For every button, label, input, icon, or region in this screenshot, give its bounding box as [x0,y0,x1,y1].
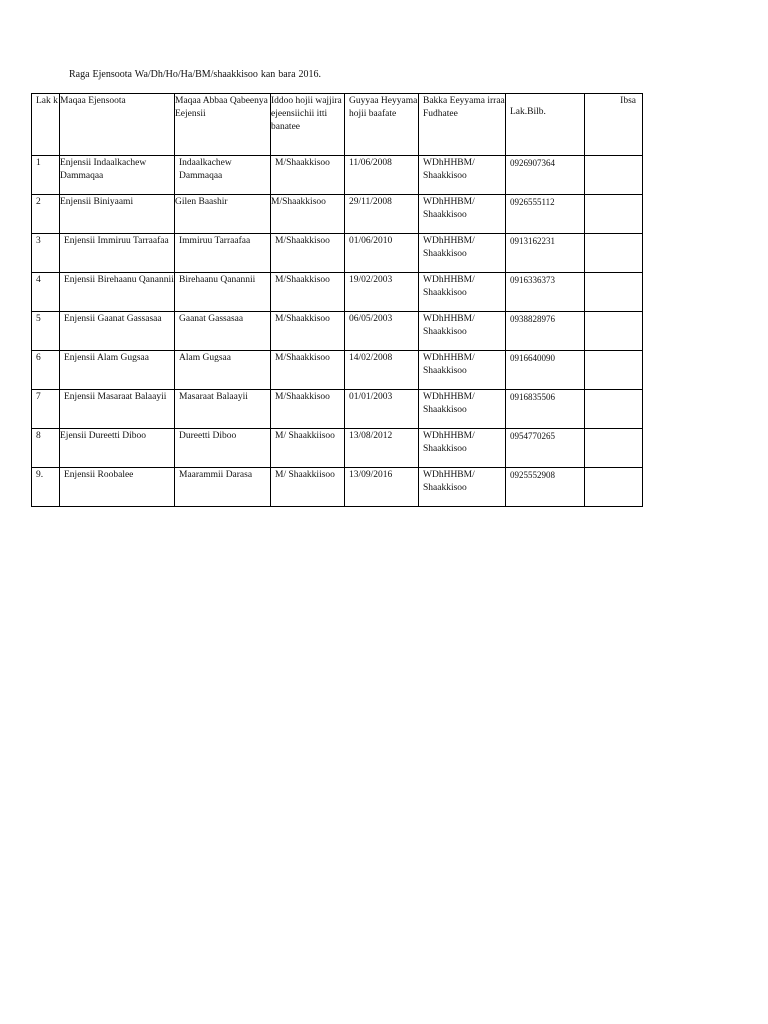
cell-job-text: M/Shaakkisoo [275,158,330,168]
cell-name-text: Enjensii Biniyaami [60,197,134,207]
table-cell-father [175,312,271,351]
cell-tel-text: 0954770265 [510,431,555,441]
cell-no-text: 5 [36,314,41,324]
table-cell-place [419,390,506,429]
header-cell-job: Iddoo hojii wajjira ejeensiichii itti banatee [271,94,345,156]
table-cell-place [419,429,506,468]
cell-job-text: M/ Shaakkiisoo [275,470,335,480]
table-row [32,312,643,351]
cell-name-text: Enjensii Roobalee [64,470,134,480]
document-title: Raga Ejensoota Wa/Dh/Ho/Ha/BM/shaakkisoo kan bara 2016. [69,69,322,80]
cell-date-text: 13/09/2016 [349,470,393,480]
agency-table [31,93,643,507]
cell-date-text: 11/06/2008 [349,158,392,168]
cell-job-text: M/Shaakkisoo [275,236,330,246]
table-cell-date [345,234,419,273]
cell-tel-text: 0913162231 [510,236,555,246]
cell-tel-text: 0926555112 [510,197,555,207]
cell-job-text: M/Shaakkisoo [275,353,330,363]
cell-place-text: WDhHHBM/ Shaakkisoo [423,197,475,220]
cell-job-text: M/Shaakkisoo [271,197,326,207]
table-cell-tel [506,195,585,234]
cell-place-text: WDhHHBM/ Shaakkisoo [423,158,475,181]
table-cell-date [345,390,419,429]
cell-place-text: WDhHHBM/ Shaakkisoo [423,431,475,454]
table-header-row [32,94,643,156]
header-cell-place: Bakka Eeyyama irraa Fudhatee [419,94,506,156]
header-cell-tel: Lak.Bilb. [506,94,585,156]
table-cell-place [419,468,506,507]
cell-tel-text: 0925552908 [510,470,555,480]
cell-job-text: M/Shaakkisoo [275,314,330,324]
cell-job-text: M/Shaakkisoo [275,392,330,402]
table-cell-job [271,390,345,429]
table-cell-note [585,273,643,312]
table-cell-tel [506,468,585,507]
cell-name-text: Enjensii Immiruu Tarraafaa [64,236,169,246]
table-cell-place [419,195,506,234]
cell-place-text: WDhHHBM/ Shaakkisoo [423,275,475,298]
table-cell-job [271,429,345,468]
cell-date-text: 01/01/2003 [349,392,393,402]
table-cell-no [32,390,60,429]
table-cell-father [175,390,271,429]
table-cell-father [175,429,271,468]
cell-name-text: Enjensii Alam Gugsaa [64,353,149,363]
table-cell-tel [506,273,585,312]
table-cell-no [32,156,60,195]
table-cell-name [60,429,175,468]
table-cell-no [32,351,60,390]
table-cell-name [60,390,175,429]
cell-father-text: Masaraat Balaayii [179,392,248,402]
cell-tel-text: 0926907364 [510,158,555,168]
table-cell-father [175,156,271,195]
table-row [32,156,643,195]
table-cell-father [175,195,271,234]
table-cell-father [175,234,271,273]
table-cell-job [271,273,345,312]
table-cell-job [271,351,345,390]
table-cell-father [175,468,271,507]
cell-no-text: 9. [36,470,44,480]
table-cell-tel [506,390,585,429]
table-cell-note [585,390,643,429]
table-cell-note [585,429,643,468]
table-cell-job [271,234,345,273]
table-row [32,429,643,468]
table-cell-tel [506,156,585,195]
cell-job-text: M/ Shaakkiisoo [275,431,335,441]
header-cell-father: Maqaa Abbaa Qabeenya Eejensii [175,94,271,156]
table-cell-no [32,429,60,468]
table-cell-no [32,468,60,507]
cell-date-text: 06/05/2003 [349,314,393,324]
table-cell-place [419,312,506,351]
table-cell-note [585,312,643,351]
cell-name-text: Ejensii Dureetti Diboo [60,431,147,441]
cell-father-text: Alam Gugsaa [179,353,231,363]
table-cell-no [32,234,60,273]
cell-date-text: 13/08/2012 [349,431,393,441]
cell-father-text: Gilen Baashir [175,197,228,207]
table-cell-job [271,156,345,195]
cell-place-text: WDhHHBM/ Shaakkisoo [423,470,475,493]
table-cell-note [585,351,643,390]
table-cell-place [419,234,506,273]
table-cell-name [60,312,175,351]
table-cell-no [32,312,60,351]
cell-job-text: M/Shaakkisoo [275,275,330,285]
cell-father-text: Immiruu Tarraafaa [179,236,251,246]
cell-name-text: Enjensii Birehaanu Qanannii [64,275,174,285]
cell-father-text: Dureetti Diboo [179,431,237,441]
table-cell-father [175,273,271,312]
table-cell-name [60,351,175,390]
cell-name-text: Enjensii Indaalkachew Dammaqaa [60,158,147,181]
table-cell-job [271,312,345,351]
cell-date-text: 01/06/2010 [349,236,393,246]
cell-place-text: WDhHHBM/ Shaakkisoo [423,392,475,415]
table-cell-tel [506,312,585,351]
cell-name-text: Enjensii Gaanat Gassasaa [64,314,162,324]
header-cell-note: Ibsa [585,94,643,156]
table-cell-tel [506,429,585,468]
table-cell-note [585,468,643,507]
cell-place-text: WDhHHBM/ Shaakkisoo [423,314,475,337]
table-cell-place [419,273,506,312]
cell-no-text: 8 [36,431,41,441]
table-row [32,468,643,507]
table-cell-name [60,234,175,273]
cell-name-text: Enjensii Masaraat Balaayii [64,392,167,402]
cell-date-text: 14/02/2008 [349,353,393,363]
cell-tel-text: 0916336373 [510,275,555,285]
table-row [32,390,643,429]
cell-tel-text: 0916835506 [510,392,555,402]
cell-tel-text: 0916640090 [510,353,555,363]
table-cell-date [345,429,419,468]
table-row [32,195,643,234]
header-cell-name: Maqaa Ejensoota [60,94,175,156]
table-cell-tel [506,234,585,273]
table-cell-name [60,468,175,507]
header-cell-date: Guyyaa Heyyama hojii baafate [345,94,419,156]
cell-no-text: 7 [36,392,41,402]
table-cell-no [32,195,60,234]
table-cell-date [345,468,419,507]
table-cell-father [175,351,271,390]
table-cell-tel [506,351,585,390]
cell-date-text: 29/11/2008 [349,197,392,207]
table-cell-no [32,273,60,312]
table-row [32,234,643,273]
table-row [32,351,643,390]
table-cell-date [345,351,419,390]
cell-place-text: WDhHHBM/ Shaakkisoo [423,353,475,376]
table-cell-job [271,195,345,234]
table-cell-place [419,156,506,195]
cell-father-text: Birehaanu Qanannii [179,275,256,285]
cell-no-text: 3 [36,236,41,246]
cell-date-text: 19/02/2003 [349,275,393,285]
cell-father-text: Gaanat Gassasaa [179,314,244,324]
table-cell-date [345,312,419,351]
cell-no-text: 4 [36,275,41,285]
cell-place-text: WDhHHBM/ Shaakkisoo [423,236,475,259]
cell-no-text: 6 [36,353,41,363]
cell-tel-text: 0938828976 [510,314,555,324]
table-cell-date [345,156,419,195]
table-cell-date [345,195,419,234]
table-cell-name [60,273,175,312]
cell-no-text: 1 [36,158,41,168]
cell-father-text: Indaalkachew Dammaqaa [179,158,232,181]
table-cell-date [345,273,419,312]
table-cell-name [60,156,175,195]
table-row [32,273,643,312]
table-cell-name [60,195,175,234]
cell-father-text: Maarammii Darasa [179,470,253,480]
table-cell-place [419,351,506,390]
header-cell-no: Lak k [32,94,60,156]
table-cell-note [585,156,643,195]
table-cell-note [585,234,643,273]
table-cell-job [271,468,345,507]
table-cell-note [585,195,643,234]
cell-no-text: 2 [36,197,41,207]
